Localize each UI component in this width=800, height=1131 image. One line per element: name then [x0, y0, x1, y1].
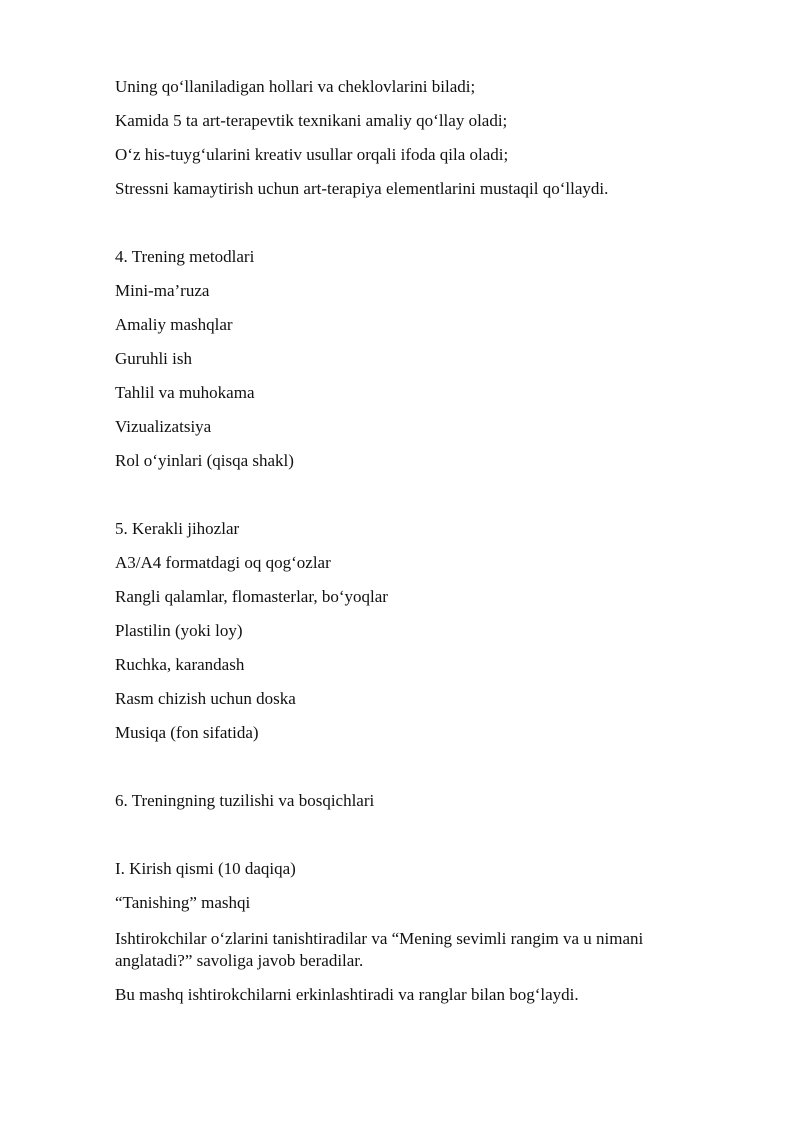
equipment-item: A3/A4 formatdagi oq qog‘ozlar — [115, 553, 331, 572]
exercise-note: Bu mashq ishtirokchilarni erkinlashtiradi va ranglar bilan bog‘laydi. — [115, 985, 579, 1004]
equipment-item: Ruchka, karandash — [115, 655, 245, 674]
method-item: Guruhli ish — [115, 349, 192, 368]
equipment-item: Rasm chizish uchun doska — [115, 689, 296, 708]
outcome-line: Stressni kamaytirish uchun art-terapiya elementlarini mustaqil qo‘llaydi. — [115, 179, 609, 198]
section-heading-equipment: 5. Kerakli jihozlar — [115, 519, 240, 538]
section-heading-methods: 4. Trening metodlari — [115, 247, 255, 266]
exercise-description: Ishtirokchilar o‘zlarini tanishtiradilar va “Mening sevimli rangim va u nimani anglatadi?” savoliga javob beradilar. — [115, 929, 644, 970]
equipment-item: Musiqa (fon sifatida) — [115, 723, 259, 742]
part-heading-intro: I. Kirish qismi (10 daqiqa) — [115, 859, 296, 878]
exercise-title: “Tanishing” mashqi — [115, 893, 251, 912]
method-item: Tahlil va muhokama — [115, 383, 255, 402]
method-item: Mini-ma’ruza — [115, 281, 210, 300]
outcome-line: Kamida 5 ta art-terapevtik texnikani amaliy qo‘llay oladi; — [115, 111, 508, 130]
method-item: Amaliy mashqlar — [115, 315, 233, 334]
outcome-line: Uning qo‘llaniladigan hollari va cheklovlarini biladi; — [115, 77, 476, 96]
outcome-line: O‘z his-tuyg‘ularini kreativ usullar orqali ifoda qila oladi; — [115, 145, 509, 164]
method-item: Vizualizatsiya — [115, 417, 212, 436]
method-item: Rol o‘yinlari (qisqa shakl) — [115, 451, 294, 470]
equipment-item: Plastilin (yoki loy) — [115, 621, 243, 640]
equipment-item: Rangli qalamlar, flomasterlar, bo‘yoqlar — [115, 587, 388, 606]
section-heading-structure: 6. Treningning tuzilishi va bosqichlari — [115, 791, 375, 810]
